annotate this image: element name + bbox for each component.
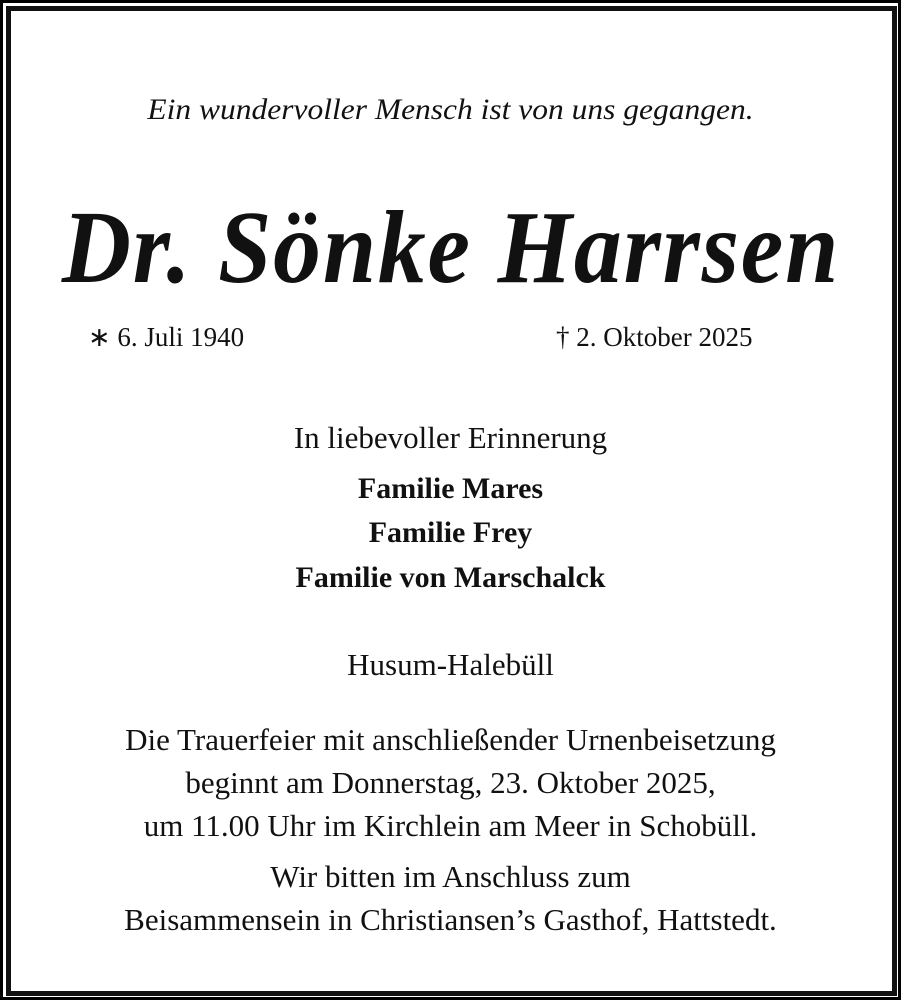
intro-text: Ein wundervoller Mensch ist von uns gegangen. (147, 93, 754, 126)
ceremony-line: um 11.00 Uhr im Kirchlein am Meer in Schobüll. (143, 808, 758, 843)
family-name: Familie Mares (357, 472, 544, 505)
family-name: Familie Frey (368, 516, 533, 549)
ceremony-line: Die Trauerfeier mit anschließender Urnenbeisetzung (125, 722, 776, 757)
place-text: Husum-Halebüll (347, 647, 554, 682)
deceased-name-text: Dr. Sönke Harrsen (61, 190, 840, 305)
remembrance-text: In liebevoller Erinnerung (293, 420, 608, 455)
family-name: Familie von Marschalck (295, 561, 606, 594)
gathering-line: Wir bitten im Anschluss zum (270, 859, 631, 894)
gathering-line: Beisammensein in Christiansen’s Gasthof, Hattstedt. (124, 902, 777, 937)
death-date: † 2. Oktober 2025 (556, 322, 753, 352)
ceremony-line: beginnt am Donnerstag, 23. Oktober 2025, (185, 765, 716, 800)
birth-date: ∗ 6. Juli 1940 (88, 322, 245, 352)
deceased-name (0, 188, 901, 307)
